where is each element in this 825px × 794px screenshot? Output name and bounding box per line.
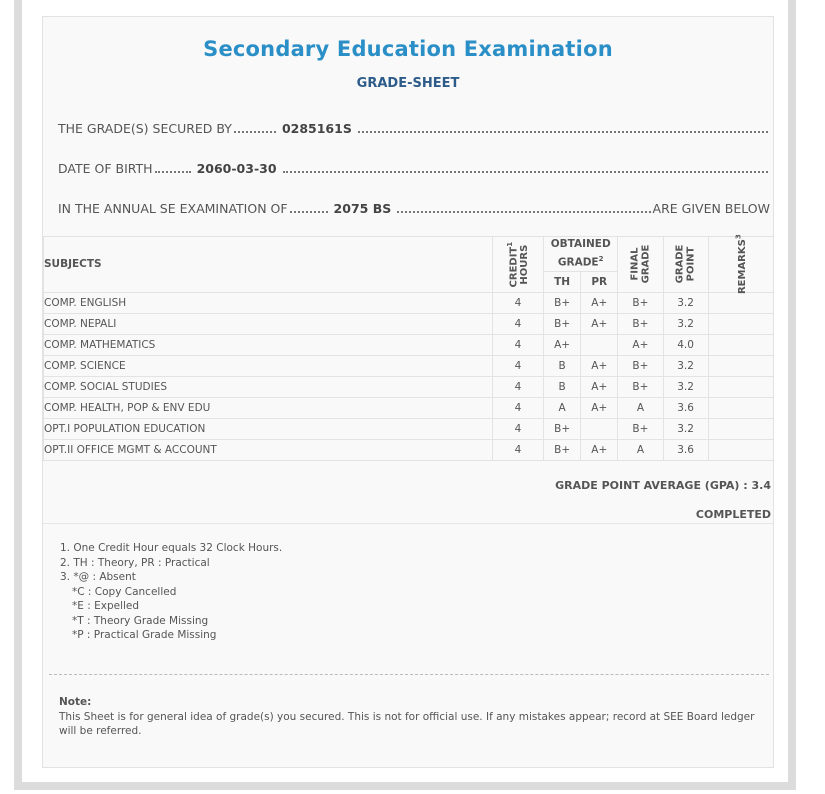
footnote: 3. *@ : Absent [60,571,136,583]
final-cell: A [618,397,663,418]
secured-by-label: THE GRADE(S) SECURED BY [58,121,232,136]
dob-value: 2060-03-30 [196,161,277,176]
dots [290,201,328,213]
obtained-grade-header: OBTAINED GRADE$^2$ [544,237,618,272]
gp-cell: 3.2 [663,313,708,334]
table-row [44,334,774,355]
dashed-divider [49,674,769,675]
credit-cell: 4 [492,397,543,418]
final-cell: B+ [618,418,663,439]
footnotes [60,541,282,643]
gp-cell: 3.6 [663,439,708,460]
table-row [44,418,774,439]
subjects-header: SUBJECTS [44,237,493,293]
dots [358,121,768,133]
final-cell: A+ [618,334,663,355]
gp-cell: 3.2 [663,292,708,313]
final-cell: A [618,439,663,460]
subject-cell: COMP. MATHEMATICS [44,334,493,355]
th-cell: B+ [544,313,581,334]
credit-cell: 4 [492,292,543,313]
pr-cell: A+ [581,397,618,418]
remarks-cell [708,334,773,355]
remarks-cell [708,439,773,460]
divider [43,523,774,524]
table-row [44,397,774,418]
gp-cell: 3.2 [663,376,708,397]
th-cell: A [544,397,581,418]
note-title: Note: [59,696,92,708]
pr-cell: A+ [581,439,618,460]
secured-by-line [58,121,770,136]
gp-cell: 4.0 [663,334,708,355]
subject-cell: COMP. SOCIAL STUDIES [44,376,493,397]
gp-cell: 3.6 [663,397,708,418]
dots [234,121,276,133]
subject-cell: OPT.II OFFICE MGMT & ACCOUNT [44,439,493,460]
remarks-cell [708,355,773,376]
grade-point-header: GRADE POINT [663,237,708,293]
remarks-cell [708,418,773,439]
table-row [44,292,774,313]
subject-cell: COMP. NEPALI [44,313,493,334]
subject-cell: COMP. ENGLISH [44,292,493,313]
grade-sheet [42,16,774,768]
gp-cell: 3.2 [663,355,708,376]
subject-cell: COMP. HEALTH, POP & ENV EDU [44,397,493,418]
credit-cell: 4 [492,334,543,355]
credit-cell: 4 [492,439,543,460]
credit-cell: 4 [492,355,543,376]
footnote: *T : Theory Grade Missing [72,614,209,627]
th-header: TH [544,271,581,292]
note-text: This Sheet is for general idea of grade(s) you secured. This is not for official use. If any mistakes appear; record at SEE Board ledger will be referred. [59,710,755,737]
pr-cell [581,418,618,439]
final-cell: B+ [618,355,663,376]
th-cell: B+ [544,292,581,313]
final-cell: B+ [618,376,663,397]
table-row [44,313,774,334]
footnote: *P : Practical Grade Missing [72,629,217,641]
remarks-cell [708,397,773,418]
dots [155,161,191,173]
remarks-cell [708,313,773,334]
credit-hours-header: CREDIT$^1$ HOURS [492,237,543,293]
footnote: *E : Expelled [72,600,140,612]
credit-cell: 4 [492,418,543,439]
th-cell: B [544,355,581,376]
table-row [44,355,774,376]
remarks-cell [708,292,773,313]
dob-line [58,161,770,176]
final-grade-header: FINAL GRADE [618,237,663,293]
final-cell: B+ [618,313,663,334]
th-cell: A+ [544,334,581,355]
remarks-header: REMARKS$^3$ [708,237,773,293]
pr-header: PR [581,271,618,292]
pr-cell [581,334,618,355]
pr-cell: A+ [581,313,618,334]
footnote: 1. One Credit Hour equals 32 Clock Hours. [60,542,283,554]
exam-label: IN THE ANNUAL SE EXAMINATION OF [58,201,288,216]
subject-cell: OPT.I POPULATION EDUCATION [44,418,493,439]
exam-year: 2075 BS [333,201,392,216]
remarks-cell [708,376,773,397]
pr-cell: A+ [581,355,618,376]
symbol-number: 0285161S [281,121,352,136]
page-subtitle: GRADE-SHEET [356,76,460,91]
credit-cell: 4 [492,376,543,397]
footnote: 2. TH : Theory, PR : Practical [60,556,210,569]
th-cell: B [544,376,581,397]
dots [283,161,768,173]
gp-cell: 3.2 [663,418,708,439]
table-row [44,376,774,397]
pr-cell: A+ [581,292,618,313]
page-title: Secondary Education Examination [203,37,613,61]
exam-tail: ARE GIVEN BELOW [652,201,770,216]
grades-table [43,236,774,461]
dob-label: DATE OF BIRTH [58,161,153,176]
gpa-summary: GRADE POINT AVERAGE (GPA) : 3.4 [555,479,771,492]
credit-cell: 4 [492,313,543,334]
status-text: COMPLETED [695,508,771,521]
subject-cell: COMP. SCIENCE [44,355,493,376]
th-cell: B+ [544,439,581,460]
table-row [44,439,774,460]
exam-line [58,201,770,216]
footnote: *C : Copy Cancelled [72,585,177,598]
disclaimer-note [59,695,759,739]
final-cell: B+ [618,292,663,313]
th-cell: B+ [544,418,581,439]
pr-cell: A+ [581,376,618,397]
dots [397,201,650,213]
